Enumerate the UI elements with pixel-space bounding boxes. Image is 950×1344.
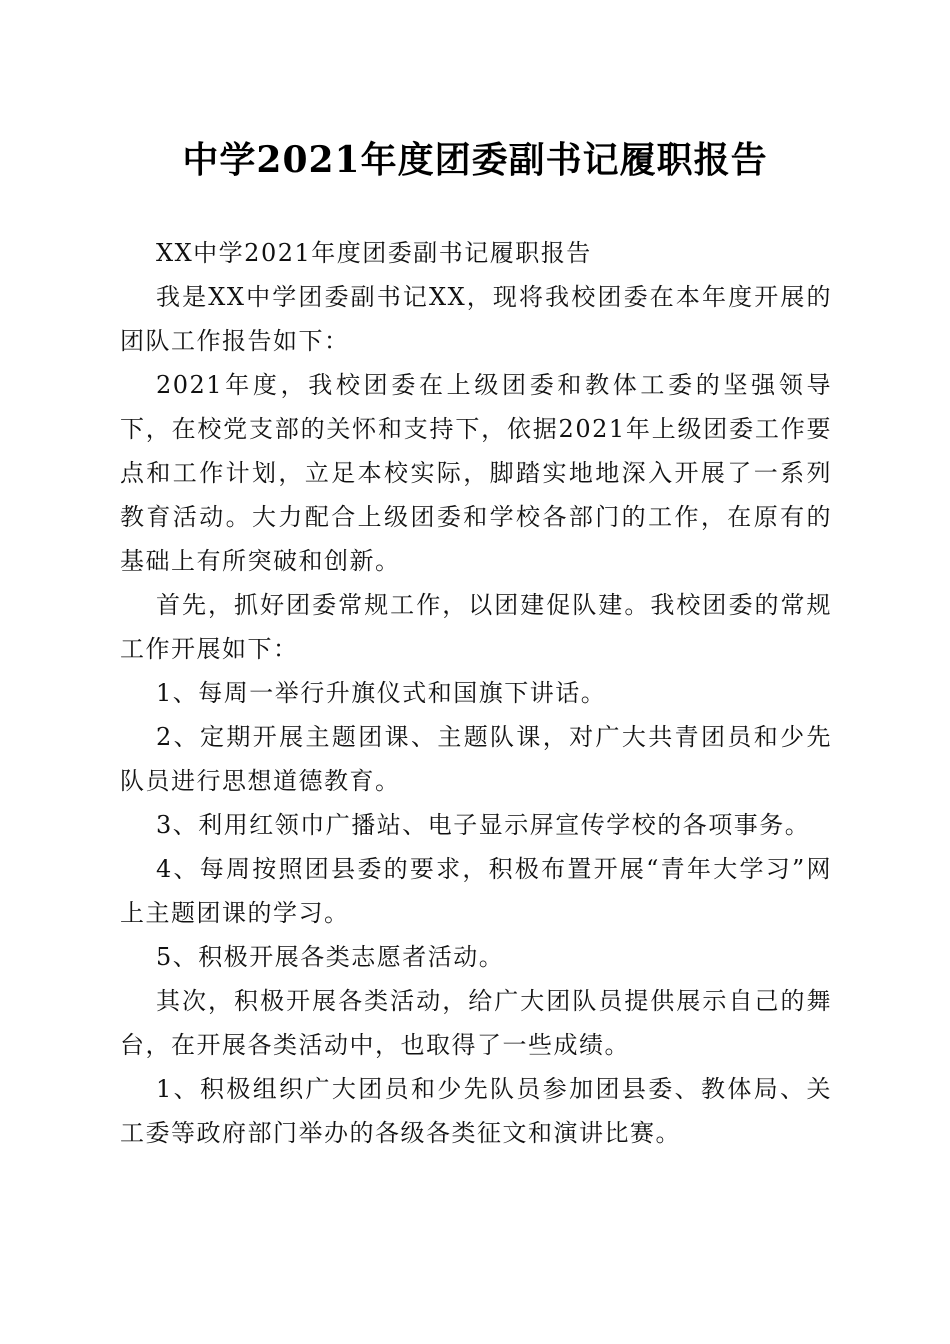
list-item: 2、定期开展主题团课、主题队课，对广大共青团员和少先队员进行思想道德教育。: [120, 723, 832, 795]
list-item: 1、积极组织广大团员和少先队员参加团县委、教体局、关工委等政府部门举办的各级各类征文和演讲比赛。: [120, 1075, 832, 1147]
list-item: 5、积极开展各类志愿者活动。: [156, 943, 505, 971]
document-body: [120, 231, 832, 1155]
list-item: 4、每周按照团县委的要求，积极布置开展“青年大学习”网上主题团课的学习。: [120, 855, 832, 927]
paragraph-second: 其次，积极开展各类活动，给广大团队员提供展示自己的舞台，在开展各类活动中，也取得了一些成绩。: [120, 987, 832, 1059]
paragraph-overview: 2021年度，我校团委在上级团委和教体工委的坚强领导下，在校党支部的关怀和支持下，依据2021年上级团委工作要点和工作计划，立足本校实际，脚踏实地地深入开展了一系列教育活动。大力配合上级团委和学校各部门的工作，在原有的基础上有所突破和创新。: [120, 371, 832, 575]
document-title: 中学2021年度团委副书记履职报告: [182, 139, 768, 181]
paragraph-subtitle: XX中学2021年度团委副书记履职报告: [156, 239, 592, 267]
list-item: 1、每周一举行升旗仪式和国旗下讲话。: [156, 679, 607, 707]
list-item: 3、利用红领巾广播站、电子显示屏宣传学校的各项事务。: [156, 811, 811, 839]
paragraph-first: 首先，抓好团委常规工作，以团建促队建。我校团委的常规工作开展如下：: [120, 591, 832, 663]
paragraph-intro: 我是XX中学团委副书记XX，现将我校团委在本年度开展的团队工作报告如下：: [120, 283, 832, 355]
